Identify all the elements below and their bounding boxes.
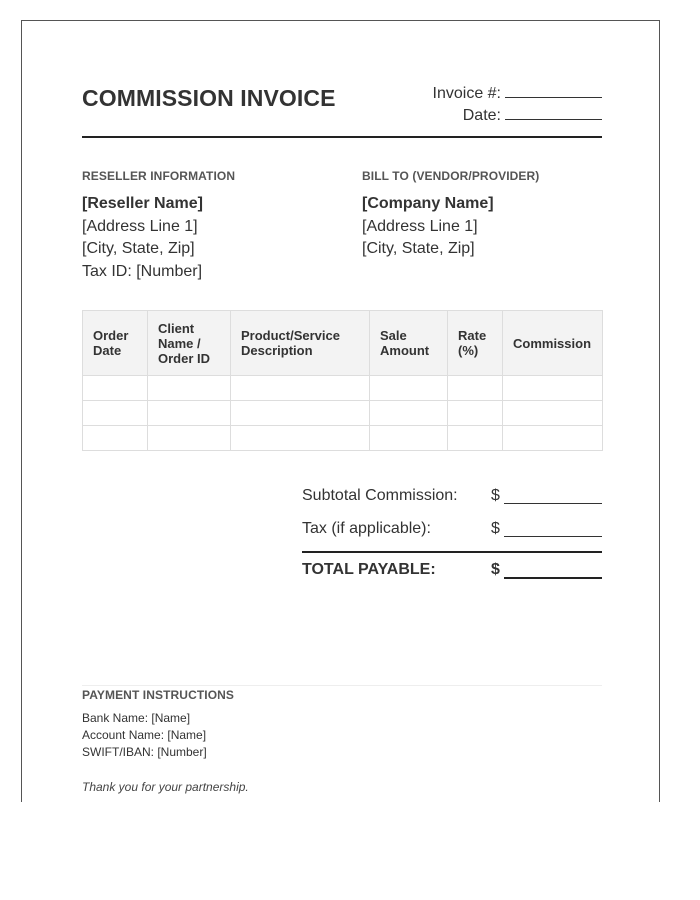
bank-name: Bank Name: [Name]	[82, 711, 191, 725]
table-cell[interactable]	[148, 426, 231, 451]
column-header: Commission	[503, 311, 603, 376]
table-row	[83, 426, 603, 451]
table-cell[interactable]	[370, 376, 448, 401]
subtotal-row	[302, 487, 602, 520]
bill-to-name: [Company Name]	[362, 195, 494, 212]
reseller-address: [Address Line 1]	[82, 217, 198, 235]
table-cell[interactable]	[231, 426, 370, 451]
account-name: Account Name: [Name]	[82, 728, 207, 742]
total-label: TOTAL PAYABLE:	[302, 561, 436, 578]
table-cell[interactable]	[370, 426, 448, 451]
column-header: Order Date	[83, 311, 148, 376]
table-cell[interactable]	[231, 376, 370, 401]
payment-heading: PAYMENT INSTRUCTIONS	[82, 688, 235, 702]
page-title: COMMISSION INVOICE	[82, 85, 336, 111]
column-header: Client Name / Order ID	[148, 311, 231, 376]
thank-you-note: Thank you for your partnership.	[82, 780, 249, 794]
tax-field[interactable]	[504, 536, 602, 537]
tax-row	[302, 520, 602, 553]
invoice-page	[21, 20, 660, 802]
table-cell[interactable]	[370, 401, 448, 426]
table-cell[interactable]	[448, 401, 503, 426]
tax-label: Tax (if applicable):	[302, 520, 431, 537]
invoice-date-row	[433, 105, 602, 127]
subtotal-label: Subtotal Commission:	[302, 487, 458, 504]
reseller-heading: RESELLER INFORMATION	[82, 169, 236, 183]
reseller-city: [City, State, Zip]	[82, 240, 195, 257]
column-header: Rate (%)	[448, 311, 503, 376]
table-cell[interactable]	[148, 401, 231, 426]
bill-to-address: [Address Line 1]	[362, 217, 478, 235]
table-cell[interactable]	[448, 426, 503, 451]
invoice-date-label: Date:	[462, 107, 501, 124]
payment-divider	[82, 685, 602, 686]
table-cell[interactable]	[83, 401, 148, 426]
table-cell[interactable]	[83, 376, 148, 401]
column-header: Sale Amount	[370, 311, 448, 376]
table-cell[interactable]	[231, 401, 370, 426]
swift-iban: SWIFT/IBAN: [Number]	[82, 745, 207, 759]
table-cell[interactable]	[503, 401, 603, 426]
table-cell[interactable]	[503, 426, 603, 451]
subtotal-field[interactable]	[504, 503, 602, 504]
invoice-date-field[interactable]	[505, 105, 602, 120]
invoice-number-label: Invoice #:	[432, 85, 501, 102]
column-header: Product/Service Description	[231, 311, 370, 376]
total-row	[302, 561, 602, 594]
reseller-tax-id: Tax ID: [Number]	[82, 262, 203, 280]
totals-divider	[302, 551, 602, 553]
invoice-number-field[interactable]	[505, 83, 602, 98]
table-row	[83, 376, 603, 401]
line-items-table	[82, 310, 603, 451]
header-divider	[82, 136, 602, 138]
payment-instructions	[82, 688, 234, 761]
tax-currency: $	[491, 520, 500, 537]
subtotal-currency: $	[491, 487, 500, 504]
total-field[interactable]	[504, 577, 602, 579]
table-header-row	[83, 311, 603, 376]
invoice-meta	[433, 83, 602, 127]
table-cell[interactable]	[503, 376, 603, 401]
reseller-name: [Reseller Name]	[82, 195, 203, 212]
table-cell[interactable]	[83, 426, 148, 451]
table-cell[interactable]	[448, 376, 503, 401]
bill-to-city: [City, State, Zip]	[362, 240, 475, 257]
table-cell[interactable]	[148, 376, 231, 401]
total-currency: $	[491, 561, 500, 578]
invoice-number-row	[433, 83, 602, 105]
reseller-info	[82, 169, 342, 283]
table-row	[83, 401, 603, 426]
bill-to-info	[362, 169, 622, 261]
bill-to-heading: BILL TO (VENDOR/PROVIDER)	[362, 169, 540, 183]
totals-section	[302, 487, 602, 578]
